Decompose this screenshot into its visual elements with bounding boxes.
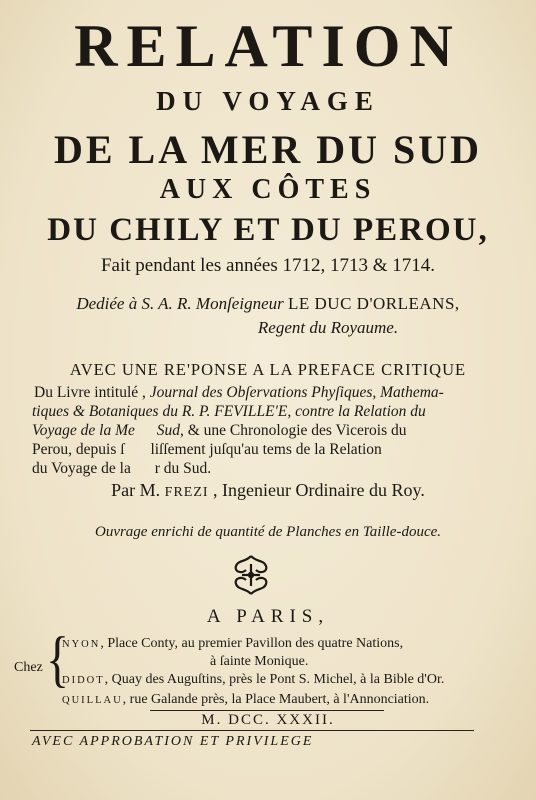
title-aux-cotes: AUX CÔTES	[159, 174, 377, 205]
title-du-voyage: DU VOYAGE	[156, 86, 380, 116]
date-rule-top	[150, 710, 384, 711]
imprint-date: M. DCC. XXXII.	[201, 712, 335, 728]
ouvrage-line: Ouvrage enrichi de quantité de Planches en Taille-douce.	[94, 524, 442, 540]
reponse-line-3: Voyage de la Me Sud, & une Chronologie des Vicerois du	[32, 422, 407, 439]
author-line: Par M. FREZI , Ingenieur Ordinaire du Roy.	[111, 480, 425, 500]
title-mer-du-sud: DE LA MER DU SUD	[53, 127, 483, 172]
reponse-line-5: du Voyage de la r du Sud.	[32, 460, 212, 477]
publisher-quillau: QUILLAU, rue Galande près, la Place Maubert, à l'Annonciation.	[62, 692, 430, 707]
imprint-chez: Chez	[14, 660, 43, 675]
reponse-line-2: tiques & Botaniques du R. P. FEVILLE'E, contre la Relation du	[32, 403, 426, 420]
title-chily-perou: DU CHILY ET DU PEROU,	[47, 212, 489, 248]
dedication-regent: Regent du Royaume.	[257, 318, 399, 337]
fleuron-ornament-icon	[228, 552, 274, 598]
title-relation: RELATION	[74, 13, 462, 79]
reponse-line-1: Du Livre intitulé , Journal des Obſervations Phyſiques, Mathema-	[34, 384, 444, 401]
date-rule-bottom	[30, 730, 474, 731]
reponse-line-4: Perou, depuis ſ liſſement juſqu'au tems de la Relation	[32, 441, 382, 458]
imprint-city: A PARIS,	[206, 606, 330, 627]
publisher-nyon-cont: à ſainte Monique.	[210, 654, 309, 669]
publisher-nyon: NYON, Place Conty, au premier Pavillon des quatre Nations,	[62, 636, 404, 651]
dedication-line	[0, 294, 536, 314]
author-name: FREZI	[164, 485, 209, 500]
imprint-privilege: AVEC APPROBATION ET PRIVILEGE	[32, 734, 314, 749]
brace-ornament: {	[46, 624, 70, 694]
dedication-prefix: Dediée à S. A. R. Monſeigneur	[76, 294, 284, 313]
title-years: Fait pendant les années 1712, 1713 & 1714.	[100, 255, 436, 276]
publisher-didot: DIDOT, Quay des Auguſtins, près le Pont S. Michel, à la Bible d'Or.	[62, 672, 445, 687]
reponse-heading: AVEC UNE RE'PONSE A LA PREFACE CRITIQUE	[69, 360, 467, 379]
dedication-name: LE DUC D'ORLEANS,	[288, 294, 460, 313]
